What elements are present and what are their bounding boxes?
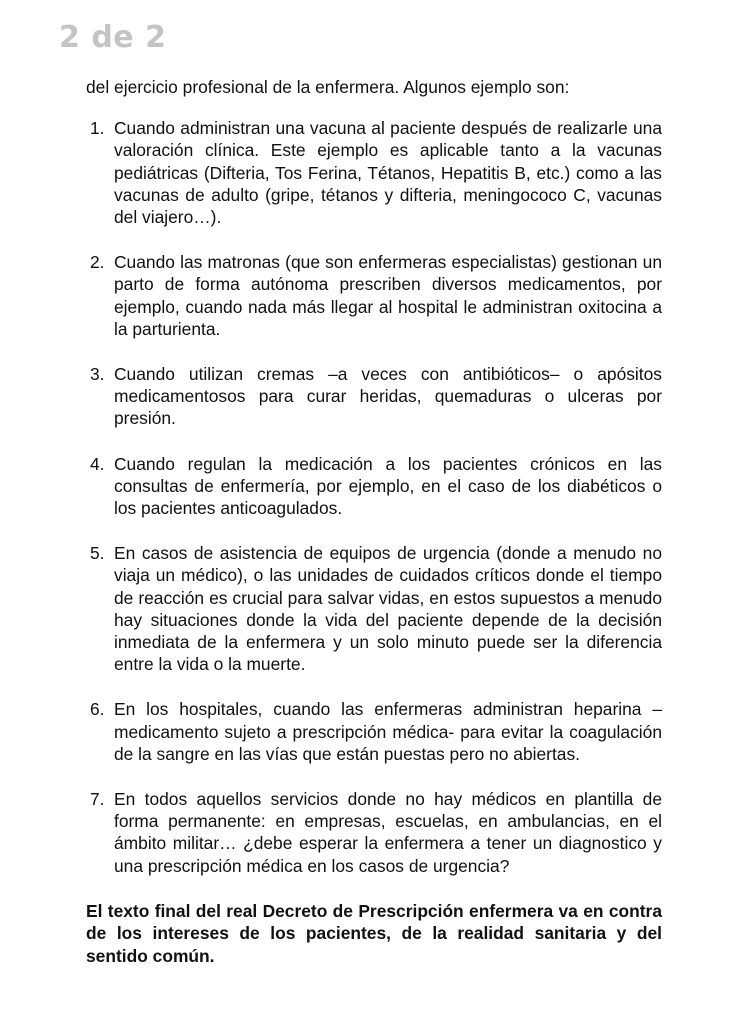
examples-list — [86, 117, 662, 877]
list-item-number: 2. — [90, 252, 105, 273]
list-item-text: En los hospitales, cuando las enfermeras administran heparina –medicamento sujeto a prescripción médica- para evitar la coagulación de la sangre en las vías que están puestas pero no abiertas. — [114, 699, 662, 764]
list-item-text: Cuando las matronas (que son enfermeras especialistas) gestionan un parto de forma autónoma prescriben diversos medicamentos, por ejemplo, cuando nada más llegar al hospital le administran oxitocina a la parturienta. — [114, 252, 662, 339]
list-item — [86, 698, 662, 765]
list-item-number: 3. — [90, 364, 105, 385]
list-item-text: Cuando administran una vacuna al paciente después de realizarle una valoración clínica. Este ejemplo es aplicable tanto a la vacunas pediátricas (Difteria, Tos Ferina, Tétanos, Hepatitis B, etc.) como a las vacunas de adulto (gripe, tétanos y difteria, meningococo C, vacunas del viajero…). — [114, 118, 662, 228]
list-item — [86, 788, 662, 877]
list-item-number: 7. — [90, 789, 105, 810]
document-body — [86, 76, 662, 967]
list-item — [86, 363, 662, 430]
list-item-text: En todos aquellos servicios donde no hay médicos en plantilla de forma permanente: en empresas, escuelas, en ambulancias, en el ámbito militar… ¿debe esperar la enfermera a tener un diagnostico y una prescripción médica en los casos de urgencia? — [114, 789, 662, 876]
intro-paragraph: del ejercicio profesional de la enfermera. Algunos ejemplo son: — [86, 77, 570, 97]
conclusion-paragraph: El texto final del real Decreto de Prescripción enfermera va en contra de los intereses de los pacientes, de la realidad sanitaria y del sentido común. — [86, 900, 662, 966]
list-item-number: 1. — [90, 118, 105, 139]
list-item — [86, 542, 662, 675]
page-indicator: 2 de 2 — [59, 20, 167, 55]
list-item — [86, 453, 662, 520]
list-item-text: En casos de asistencia de equipos de urgencia (donde a menudo no viaja un médico), o las unidades de cuidados críticos donde el tiempo de reacción es crucial para salvar vidas, en estos supuestos a menudo hay situaciones donde la vida del paciente depende de la decisión inmediata de la enfermera y un solo minuto puede ser la diferencia entre la vida o la muerte. — [114, 543, 662, 675]
list-item-text: Cuando utilizan cremas –a veces con antibióticos– o apósitos medicamentosos para curar heridas, quemaduras o ulceras por presión. — [114, 364, 662, 429]
list-item — [86, 117, 662, 228]
list-item — [86, 251, 662, 340]
list-item-text: Cuando regulan la medicación a los pacientes crónicos en las consultas de enfermería, por ejemplo, en el caso de los diabéticos o los pacientes anticoagulados. — [114, 453, 662, 519]
list-item-number: 6. — [90, 699, 105, 720]
list-item-number: 5. — [90, 543, 105, 564]
list-item-number: 4. — [90, 453, 105, 474]
